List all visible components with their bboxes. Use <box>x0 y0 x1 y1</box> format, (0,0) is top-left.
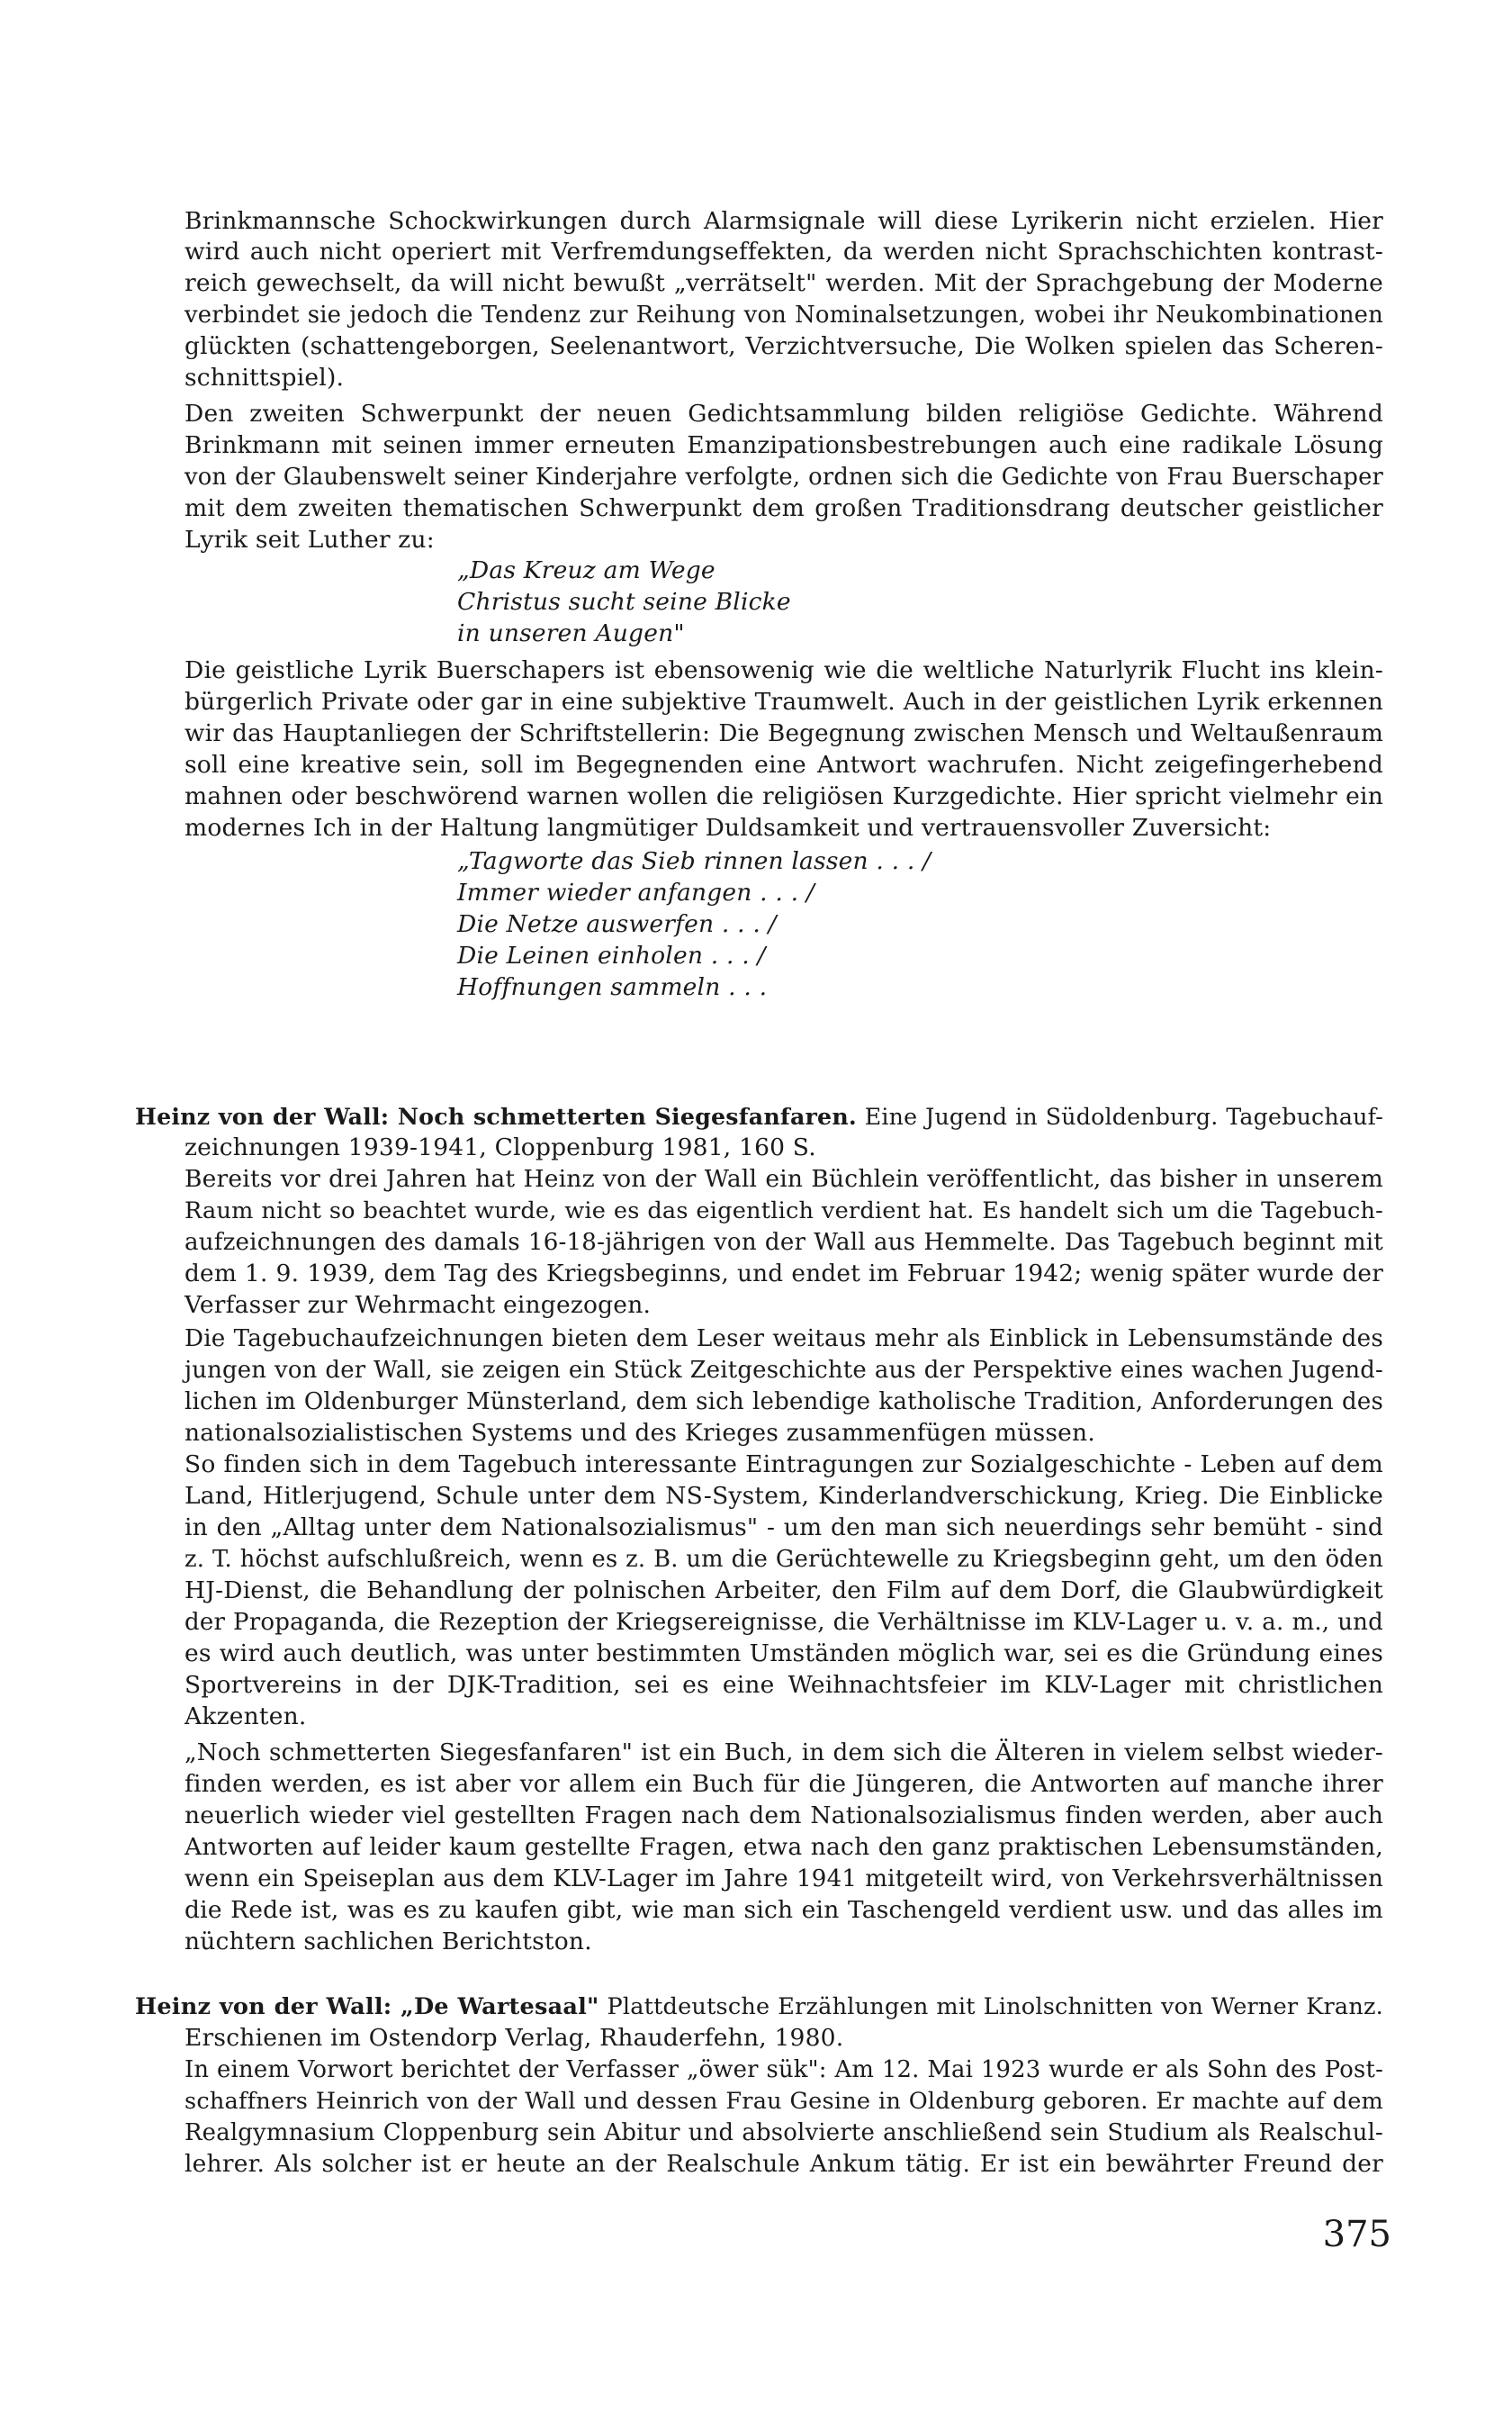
paragraph-line: wenn ein Speiseplan aus dem KLV-Lager im Jahre 1941 mitgeteilt wird, von Verkehrsverhältnissen <box>184 1865 1383 1892</box>
paragraph-line: mit dem zweiten thematischen Schwerpunkt dem großen Traditionsdrang deutscher geistlicher <box>184 494 1383 522</box>
paragraph-line: wir das Hauptanliegen der Schriftstellerin: Die Begegnung zwischen Mensch und Weltaußenraum <box>184 720 1383 747</box>
paragraph-line: Die Tagebuchaufzeichnungen bieten dem Leser weitaus mehr als Einblick in Lebensumstände des <box>184 1325 1383 1352</box>
paragraph-line: Den zweiten Schwerpunkt der neuen Gedichtsammlung bilden religiöse Gedichte. Während <box>184 400 1383 428</box>
quote-line: Immer wieder anfangen . . . / <box>457 879 815 907</box>
paragraph-line: lehrer. Als solcher ist er heute an der Realschule Ankum tätig. Er ist ein bewährter Freund der <box>184 2150 1383 2178</box>
paragraph-line: Brinkmann mit seinen immer erneuten Emanzipationsbestrebungen auch eine radikale Lösung <box>184 431 1383 459</box>
paragraph-line: Bereits vor drei Jahren hat Heinz von der Wall ein Büchlein veröffentlicht, das bisher in unserem <box>184 1165 1383 1193</box>
paragraph-line: neuerlich wieder viel gestellten Fragen nach dem Nationalsozialismus finden werden, aber auch <box>184 1801 1383 1829</box>
paragraph-line: Sportvereins in der DJK-Tradition, sei es eine Weihnachtsfeier im KLV-Lager mit christlichen <box>184 1671 1383 1699</box>
paragraph-line: die Rede ist, was es zu kaufen gibt, wie man sich ein Taschengeld verdient usw. und das alles im <box>184 1896 1383 1924</box>
paragraph-line: von der Glaubenswelt seiner Kinderjahre verfolgte, ordnen sich die Gedichte von Frau Buerschaper <box>184 464 1383 491</box>
paragraph-line: nationalsozialistischen Systems und des Krieges zusammenfügen müssen. <box>184 1419 1095 1447</box>
paragraph-line: mahnen oder beschwörend warnen wollen die religiösen Kurzgedichte. Hier spricht vielmehr ein <box>184 782 1383 810</box>
review-heading <box>135 1101 1383 1133</box>
paragraph-line: Land, Hitlerjugend, Schule unter dem NS-System, Kinderlandverschickung, Krieg. Die Einblicke <box>184 1482 1383 1510</box>
paragraph-line: bürgerlich Private oder gar in eine subjektive Traumwelt. Auch in der geistlichen Lyrik erkennen <box>184 688 1383 716</box>
paragraph-line: Akzenten. <box>184 1702 307 1730</box>
paragraph-line: In einem Vorwort berichtet der Verfasser „öwer sük": Am 12. Mai 1923 wurde er als Sohn des Post- <box>184 2056 1383 2083</box>
paragraph-line: nüchtern sachlichen Berichtston. <box>184 1928 592 1955</box>
quote-line: „Tagworte das Sieb rinnen lassen . . . / <box>457 847 932 875</box>
paragraph-line: jungen von der Wall, sie zeigen ein Stück Zeitgeschichte aus der Perspektive eines wachen Jugend- <box>184 1357 1383 1384</box>
paragraph-line: Die geistliche Lyrik Buerschapers ist ebensowenig wie die weltliche Naturlyrik Flucht ins klein- <box>184 656 1383 684</box>
paragraph-line: modernes Ich in der Haltung langmütiger Duldsamkeit und vertrauensvoller Zuversicht: <box>184 814 1272 842</box>
paragraph-line: So finden sich in dem Tagebuch interessante Eintragungen zur Sozialgeschichte - Leben auf dem <box>184 1450 1383 1478</box>
paragraph-line: aufzeichnungen des damals 16-18-jährigen von der Wall aus Hemmelte. Das Tagebuch beginnt mit <box>184 1229 1383 1256</box>
paragraph-line: Brinkmannsche Schockwirkungen durch Alarmsignale will diese Lyrikerin nicht erzielen. Hier <box>184 207 1383 235</box>
paragraph-line: in den „Alltag unter dem Nationalsozialismus" - um den man sich neuerdings sehr bemüht - sind <box>184 1513 1383 1541</box>
quote-line: Christus sucht seine Blicke <box>457 588 791 616</box>
quote-line: Die Netze auswerfen . . . / <box>457 910 777 938</box>
paragraph-line: lichen im Oldenburger Münsterland, dem sich lebendige katholische Tradition, Anforderungen des <box>184 1388 1383 1415</box>
paragraph-line: Realgymnasium Cloppenburg sein Abitur und absolvierte anschließend sein Studium als Realschul- <box>184 2119 1383 2146</box>
paragraph-line: wird auch nicht operiert mit Verfremdungseffekten, da werden nicht Sprachschichten kontrast- <box>184 238 1383 266</box>
page-number: 375 <box>1322 2214 1391 2255</box>
paragraph-line: reich gewechselt, da will nicht bewußt „verrätselt" werden. Mit der Sprachgebung der Moderne <box>184 269 1383 297</box>
quote-line: „Das Kreuz am Wege <box>457 556 716 584</box>
paragraph-line: HJ-Dienst, die Behandlung der polnischen Arbeiter, den Film auf dem Dorf, die Glaubwürdigkeit <box>184 1576 1383 1604</box>
paragraph-line: verbindet sie jedoch die Tendenz zur Reihung von Nominalsetzungen, wobei ihr Neukombinationen <box>184 302 1383 329</box>
paragraph-line: soll eine kreative sein, soll im Begegnenden eine Antwort wachrufen. Nicht zeigefingerhebend <box>184 751 1383 779</box>
paragraph-line: dem 1. 9. 1939, dem Tag des Kriegsbeginns, und endet im Februar 1942; wenig später wurde der <box>184 1260 1383 1287</box>
paragraph-line: es wird auch deutlich, was unter bestimmten Umständen möglich war, sei es die Gründung eines <box>184 1639 1383 1667</box>
review-heading-title: Heinz von der Wall: „De Wartesaal" <box>135 1993 599 2020</box>
quote-line: Hoffnungen sammeln . . . <box>457 973 768 1001</box>
review-heading-details: Plattdeutsche Erzählungen mit Linolschnitten von Werner Kranz. <box>607 1993 1383 2020</box>
review-heading-line: Erschienen im Ostendorp Verlag, Rhauderfehn, 1980. <box>184 2024 844 2052</box>
paragraph-line: schnittspiel). <box>184 364 345 392</box>
paragraph-line: Verfasser zur Wehrmacht eingezogen. <box>184 1291 652 1319</box>
paragraph-line: schaffners Heinrich von der Wall und dessen Frau Gesine in Oldenburg geboren. Er machte auf dem <box>184 2088 1383 2115</box>
paragraph-line: „Noch schmetterten Siegesfanfaren" ist ein Buch, in dem sich die Älteren in vielem selbst wieder- <box>184 1739 1383 1766</box>
paragraph-line: finden werden, es ist aber vor allem ein Buch für die Jüngeren, die Antworten auf manche ihrer <box>184 1770 1383 1798</box>
quote-line: Die Leinen einholen . . . / <box>457 942 766 970</box>
paragraph-line: Antworten auf leider kaum gestellte Fragen, etwa nach den ganz praktischen Lebensumständen, <box>184 1833 1383 1861</box>
paragraph-line: Raum nicht so beachtet wurde, wie es das eigentlich verdient hat. Es handelt sich um die Tagebuch- <box>184 1197 1383 1224</box>
review-heading-title: Heinz von der Wall: Noch schmetterten Siegesfanfaren. <box>135 1103 857 1130</box>
paragraph-line: z. T. höchst aufschlußreich, wenn es z. B. um die Gerüchtewelle zu Kriegsbeginn geht, um den öden <box>184 1546 1383 1573</box>
review-heading-details: Eine Jugend in Südoldenburg. Tagebuchauf- <box>864 1104 1384 1130</box>
paragraph-line: der Propaganda, die Rezeption der Kriegsereignisse, die Verhältnisse im KLV-Lager u. v. a. m., und <box>184 1609 1383 1636</box>
review-heading <box>135 1991 1383 2022</box>
paragraph-line: glückten (schattengeborgen, Seelenantwort, Verzichtversuche, Die Wolken spielen das Scheren- <box>184 332 1383 360</box>
paragraph-line: Lyrik seit Luther zu: <box>184 526 435 554</box>
review-heading-line: zeichnungen 1939-1941, Cloppenburg 1981, 160 S. <box>184 1133 816 1161</box>
quote-line: in unseren Augen" <box>457 619 685 647</box>
